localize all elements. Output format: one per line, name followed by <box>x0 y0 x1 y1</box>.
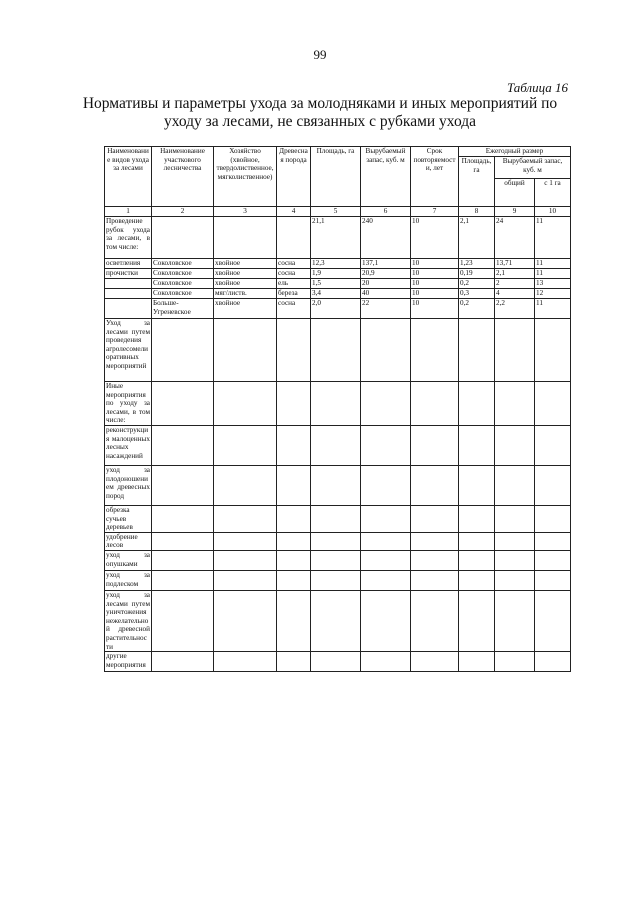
stock-cell: 240 <box>361 217 411 259</box>
period-cell <box>411 505 459 532</box>
column-number: 9 <box>495 207 535 217</box>
table-row <box>105 299 571 319</box>
stock-cell <box>361 550 411 570</box>
species-cell <box>277 319 311 382</box>
care-type-cell: уход за подлеском <box>105 570 152 590</box>
area-cell <box>311 319 361 382</box>
annual-area-cell: 0,3 <box>459 289 495 299</box>
annual-area-cell: 0,2 <box>459 299 495 319</box>
header-species: Древесная порода <box>277 147 311 207</box>
care-type-cell: Проведение рубок ухода за лесами, в том числе: <box>105 217 152 259</box>
species-cell <box>277 590 311 651</box>
area-cell <box>311 382 361 426</box>
per-ha-cell <box>535 465 571 505</box>
area-cell: 1,9 <box>311 269 361 279</box>
per-ha-cell <box>535 425 571 465</box>
district-cell <box>152 652 214 672</box>
table-body <box>105 217 571 672</box>
stock-cell: 40 <box>361 289 411 299</box>
header-area: Площадь, га <box>311 147 361 207</box>
per-ha-cell <box>535 570 571 590</box>
annual-total-cell <box>495 652 535 672</box>
farm-cell <box>214 319 277 382</box>
annual-total-cell <box>495 465 535 505</box>
column-number: 4 <box>277 207 311 217</box>
species-cell: ель <box>277 279 311 289</box>
header-district: Наименование участкового лесничества <box>152 147 214 207</box>
area-cell: 1,5 <box>311 279 361 289</box>
area-cell <box>311 532 361 550</box>
per-ha-cell: 12 <box>535 289 571 299</box>
annual-area-cell <box>459 532 495 550</box>
annual-area-cell <box>459 590 495 651</box>
annual-area-cell: 0,2 <box>459 279 495 289</box>
farm-cell: мяг/листв. <box>214 289 277 299</box>
stock-cell <box>361 570 411 590</box>
area-cell <box>311 590 361 651</box>
farm-cell: хвойное <box>214 269 277 279</box>
table-row <box>105 550 571 570</box>
species-cell: сосна <box>277 299 311 319</box>
per-ha-cell: 13 <box>535 279 571 289</box>
annual-area-cell <box>459 550 495 570</box>
farm-cell <box>214 217 277 259</box>
annual-total-cell <box>495 382 535 426</box>
farm-cell <box>214 425 277 465</box>
table-row <box>105 570 571 590</box>
period-cell <box>411 319 459 382</box>
table-row <box>105 532 571 550</box>
farm-cell <box>214 570 277 590</box>
care-type-cell: Иные мероприятия по уходу за лесами, в том числе: <box>106 382 150 425</box>
annual-total-cell: 24 <box>495 217 535 259</box>
stock-cell <box>361 505 411 532</box>
table-row <box>105 269 571 279</box>
district-cell <box>152 425 214 465</box>
column-number: 8 <box>459 207 495 217</box>
stock-cell: 22 <box>361 299 411 319</box>
farm-cell: хвойное <box>214 279 277 289</box>
header-annual-felled: Вырубаемый запас, куб. м <box>495 157 571 179</box>
species-cell <box>277 217 311 259</box>
period-cell: 10 <box>411 289 459 299</box>
care-type-cell: прочистки <box>105 269 152 279</box>
farm-cell: хвойное <box>214 259 277 269</box>
farm-cell <box>214 532 277 550</box>
norms-table <box>104 146 571 672</box>
stock-cell <box>361 319 411 382</box>
annual-total-cell <box>495 590 535 651</box>
care-type-cell: другие мероприятия <box>105 652 152 672</box>
annual-area-cell: 1,23 <box>459 259 495 269</box>
per-ha-cell: 11 <box>535 299 571 319</box>
species-cell: сосна <box>277 259 311 269</box>
care-type-cell: осветления <box>105 259 152 269</box>
district-cell: Соколовское <box>152 289 214 299</box>
care-type-cell: удобрение лесов <box>105 532 152 550</box>
annual-area-cell: 0,19 <box>459 269 495 279</box>
period-cell <box>411 652 459 672</box>
annual-total-cell <box>495 505 535 532</box>
annual-total-cell <box>495 570 535 590</box>
period-cell: 10 <box>411 269 459 279</box>
header-period: Срок повторяемости, лет <box>411 147 459 207</box>
annual-total-cell <box>495 425 535 465</box>
table-row <box>105 505 571 532</box>
per-ha-cell <box>535 652 571 672</box>
care-type-cell <box>105 279 152 289</box>
care-type-cell: уход за плодоношением древесных пород <box>105 465 152 505</box>
annual-total-cell: 13,71 <box>495 259 535 269</box>
period-cell <box>411 550 459 570</box>
header-farm: Хозяйство (хвойное, твердолиственное, мягколиственное) <box>214 147 277 207</box>
district-cell <box>152 217 214 259</box>
stock-cell <box>361 425 411 465</box>
annual-total-cell <box>495 319 535 382</box>
district-cell <box>152 532 214 550</box>
column-number: 2 <box>152 207 214 217</box>
area-cell <box>311 570 361 590</box>
district-cell <box>152 570 214 590</box>
per-ha-cell <box>535 319 571 382</box>
area-cell: 2,0 <box>311 299 361 319</box>
period-cell: 10 <box>411 217 459 259</box>
annual-area-cell <box>459 505 495 532</box>
stock-cell <box>361 652 411 672</box>
farm-cell <box>214 590 277 651</box>
district-cell: Соколовское <box>152 259 214 269</box>
period-cell <box>411 465 459 505</box>
table-row <box>105 279 571 289</box>
annual-area-cell <box>459 652 495 672</box>
table-row <box>105 652 571 672</box>
district-cell <box>152 550 214 570</box>
species-cell <box>277 382 311 426</box>
species-cell <box>277 652 311 672</box>
stock-cell: 20 <box>361 279 411 289</box>
farm-cell <box>214 382 277 426</box>
district-cell <box>152 590 214 651</box>
per-ha-cell: 11 <box>535 259 571 269</box>
per-ha-cell <box>535 505 571 532</box>
area-cell <box>311 505 361 532</box>
period-cell <box>411 532 459 550</box>
area-cell: 21,1 <box>311 217 361 259</box>
species-cell <box>277 570 311 590</box>
column-number: 7 <box>411 207 459 217</box>
per-ha-cell <box>535 550 571 570</box>
annual-total-cell: 2 <box>495 279 535 289</box>
column-number: 1 <box>105 207 152 217</box>
district-cell: Соколовское <box>152 269 214 279</box>
species-cell <box>277 505 311 532</box>
care-type-cell: обрезка сучьев деревьев <box>105 505 152 532</box>
area-cell: 12,3 <box>311 259 361 269</box>
annual-area-cell <box>459 382 495 426</box>
species-cell <box>277 532 311 550</box>
care-type-cell <box>105 299 152 319</box>
column-number: 6 <box>361 207 411 217</box>
farm-cell <box>214 652 277 672</box>
stock-cell <box>361 465 411 505</box>
annual-total-cell: 2,2 <box>495 299 535 319</box>
period-cell: 10 <box>411 259 459 269</box>
column-number: 10 <box>535 207 571 217</box>
care-type-cell: реконструкция малоценных лесных насаждений <box>105 425 152 465</box>
column-number: 3 <box>214 207 277 217</box>
table-row <box>105 425 571 465</box>
page-title: Нормативы и параметры ухода за молодняками и иных мероприятий по уходу за лесами, не связанных с рубками ухода <box>82 95 558 130</box>
period-cell <box>411 382 459 426</box>
annual-area-cell: 2,1 <box>459 217 495 259</box>
species-cell: сосна <box>277 269 311 279</box>
annual-total-cell <box>495 532 535 550</box>
district-cell <box>152 465 214 505</box>
annual-area-cell <box>459 570 495 590</box>
header-annual-total: общий <box>495 179 535 207</box>
annual-total-cell: 2,1 <box>495 269 535 279</box>
period-cell <box>411 425 459 465</box>
species-cell <box>277 465 311 505</box>
farm-cell: хвойное <box>214 299 277 319</box>
area-cell <box>311 550 361 570</box>
annual-area-cell <box>459 465 495 505</box>
farm-cell <box>214 550 277 570</box>
area-cell <box>311 425 361 465</box>
per-ha-cell <box>535 382 571 426</box>
period-cell <box>411 570 459 590</box>
period-cell <box>411 590 459 651</box>
header-care-type: Наименование видов ухода за лесами <box>105 147 152 207</box>
species-cell: береза <box>277 289 311 299</box>
header-annual-per-ha: с 1 га <box>535 179 571 207</box>
district-cell <box>152 319 214 382</box>
column-number: 5 <box>311 207 361 217</box>
district-cell <box>152 505 214 532</box>
header-annual-area: Площадь, га <box>459 157 495 207</box>
annual-area-cell <box>459 319 495 382</box>
care-type-cell: Уход за лесами путем проведения агролесомелиоративных мероприятий <box>105 319 152 382</box>
table-row <box>105 590 571 651</box>
table-row <box>105 319 571 382</box>
period-cell: 10 <box>411 279 459 289</box>
district-cell: Соколовское <box>152 279 214 289</box>
table-row <box>105 289 571 299</box>
species-cell <box>277 425 311 465</box>
column-numbers-row <box>105 207 571 217</box>
care-type-cell: уход за опушками <box>105 550 152 570</box>
page-number: 99 <box>313 47 327 62</box>
stock-cell <box>361 532 411 550</box>
care-type-cell <box>105 289 152 299</box>
district-cell <box>152 382 214 426</box>
stock-cell: 137,1 <box>361 259 411 269</box>
stock-cell <box>361 382 411 426</box>
care-type-cell: уход за лесами путем уничтожения нежелательной древесной растительности <box>106 590 150 651</box>
per-ha-cell <box>535 532 571 550</box>
area-cell <box>311 465 361 505</box>
table-row <box>105 217 571 259</box>
per-ha-cell <box>535 590 571 651</box>
species-cell <box>277 550 311 570</box>
table-row <box>105 259 571 269</box>
annual-area-cell <box>459 425 495 465</box>
header-stock: Вырубаемый запас, куб. м <box>361 147 411 207</box>
header-annual: Ежегодный размер <box>459 147 571 157</box>
table-row <box>105 382 571 426</box>
area-cell <box>311 652 361 672</box>
annual-total-cell: 4 <box>495 289 535 299</box>
per-ha-cell: 11 <box>535 217 571 259</box>
area-cell: 3,4 <box>311 289 361 299</box>
period-cell: 10 <box>411 299 459 319</box>
stock-cell <box>361 590 411 651</box>
table-header <box>105 147 571 217</box>
farm-cell <box>214 465 277 505</box>
stock-cell: 20,9 <box>361 269 411 279</box>
table-label: Таблица 16 <box>506 80 568 95</box>
table-row <box>105 465 571 505</box>
farm-cell <box>214 505 277 532</box>
annual-total-cell <box>495 550 535 570</box>
per-ha-cell: 11 <box>535 269 571 279</box>
district-cell: Больше-Угреневское <box>152 299 214 319</box>
